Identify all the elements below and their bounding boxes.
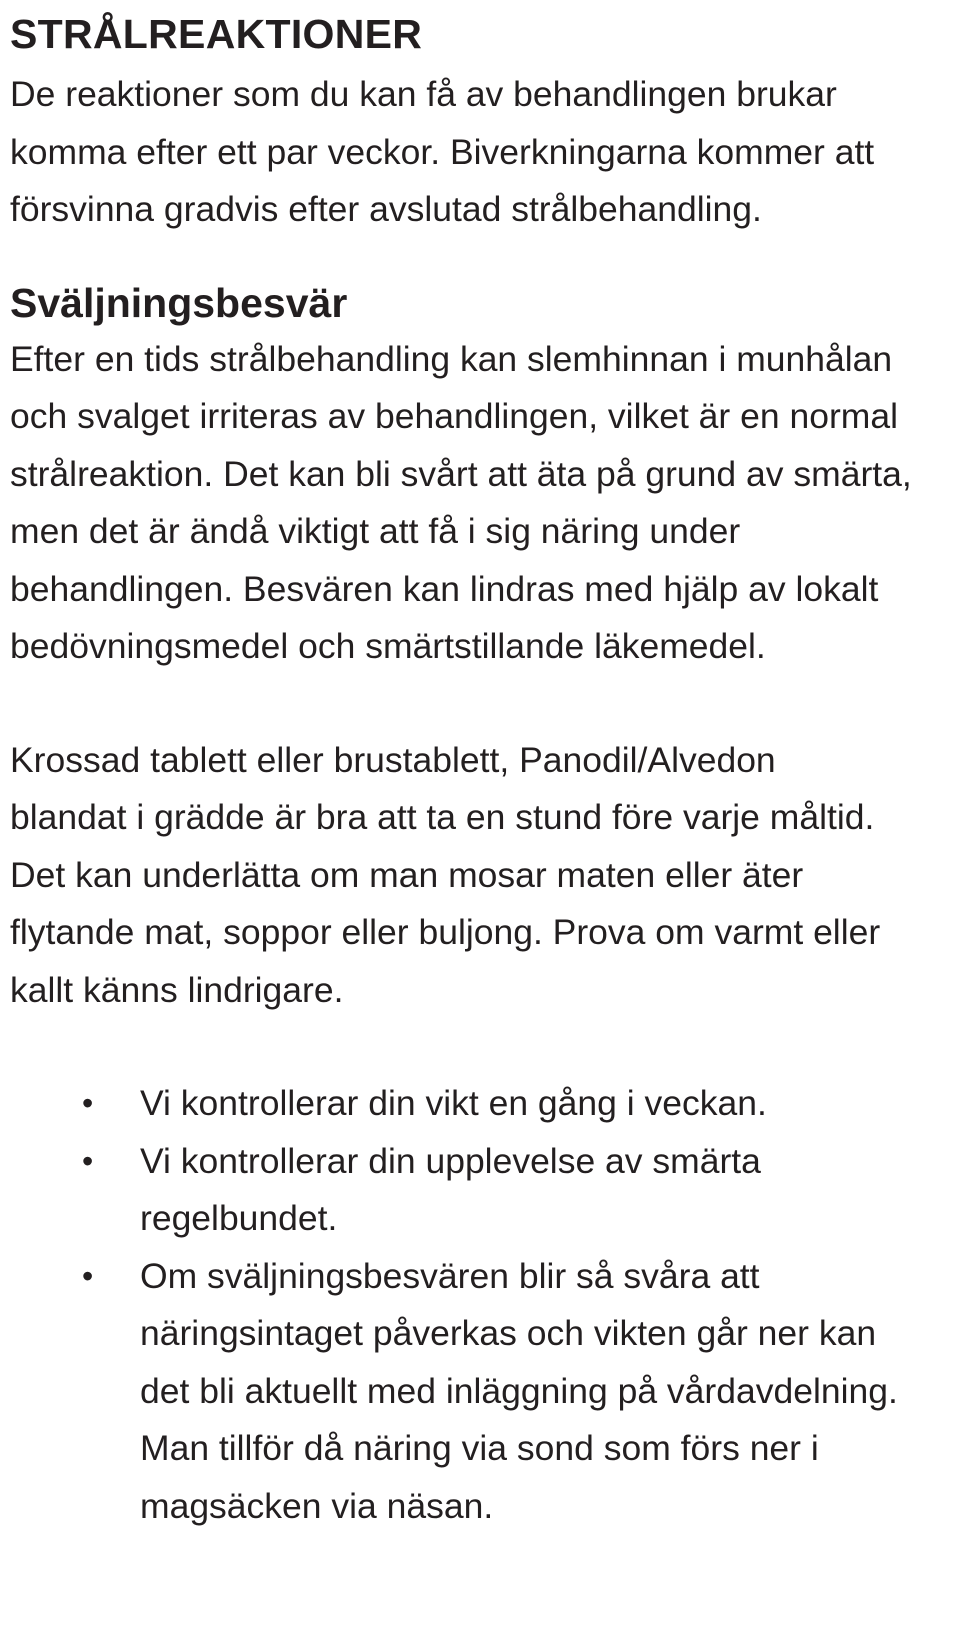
bullet-icon: • bbox=[82, 1142, 94, 1179]
section-paragraph-1: Efter en tids strålbehandling kan slemhinnan i munhålan och svalget irriteras av behandlingen, vilket är en normal strålreaktion. Det kan bli svårt att äta på grund av smärta, men det är ändå viktigt att få i sig näring under behandlingen. Besvären kan lindras med hjälp av lokalt bedövningsmedel och smärtstillande läkemedel. bbox=[10, 338, 912, 666]
list-item bbox=[10, 1075, 900, 1133]
document-page bbox=[10, 0, 950, 1535]
bullet-text: Vi kontrollerar din upplevelse av smärta regelbundet. bbox=[140, 1140, 761, 1238]
section-paragraph-2: Krossad tablett eller brustablett, Panodil/Alvedon blandat i grädde är bra att ta en stund före varje måltid. Det kan underlätta om man mosar maten eller äter flytande mat, soppor eller buljong. Prova om varmt eller kallt känns lindrigare. bbox=[10, 739, 881, 1010]
bullet-text: Om sväljningsbesvären blir så svåra att näringsintaget påverkas och vikten går ner kan det bli aktuellt med inläggning på vårdavdelning. Man tillför då näring via sond som förs ner i magsäcken via näsan. bbox=[140, 1255, 898, 1526]
main-heading: STRÅLREAKTIONER bbox=[10, 11, 423, 57]
bullet-text: Vi kontrollerar din vikt en gång i veckan. bbox=[140, 1083, 767, 1123]
bullet-icon: • bbox=[82, 1085, 94, 1121]
list-item bbox=[10, 1248, 900, 1536]
bullet-icon: • bbox=[82, 1257, 94, 1294]
section-heading: Sväljningsbesvär bbox=[10, 279, 348, 326]
bullet-list bbox=[10, 1075, 950, 1535]
intro-paragraph: De reaktioner som du kan få av behandlingen brukar komma efter ett par veckor. Biverkningarna kommer att försvinna gradvis efter avslutad strålbehandling. bbox=[10, 74, 875, 229]
list-item bbox=[10, 1133, 840, 1248]
